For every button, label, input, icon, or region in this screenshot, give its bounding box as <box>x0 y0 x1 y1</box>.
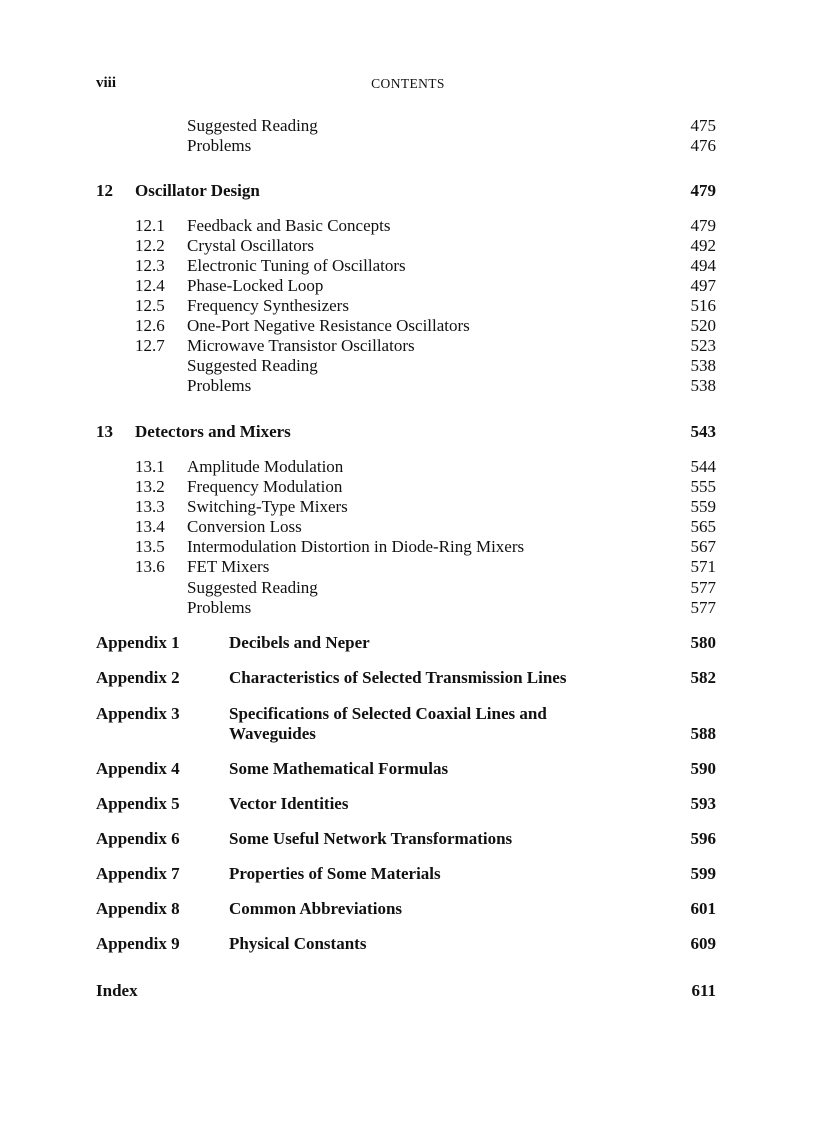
toc-entry <box>0 557 816 577</box>
appendix-page: 590 <box>690 759 716 778</box>
chapter-page: 543 <box>690 422 716 441</box>
appendix-title: Some Mathematical Formulas <box>229 759 449 778</box>
section-title: Suggested Reading <box>187 578 318 597</box>
entry-title: Problems <box>187 136 252 155</box>
section-page: 520 <box>690 316 716 335</box>
section-number: 12.1 <box>135 216 165 235</box>
section-page: 565 <box>690 517 716 536</box>
appendix-entry <box>0 934 816 954</box>
section-title: Electronic Tuning of Oscillators <box>187 256 406 275</box>
toc-entry <box>0 296 816 316</box>
appendix-title: Properties of Some Materials <box>229 864 441 883</box>
section-page: 516 <box>690 296 716 315</box>
toc-entry <box>0 477 816 497</box>
appendix-label: Appendix 8 <box>96 899 180 918</box>
toc-entry <box>0 116 816 136</box>
chapter-number: 12 <box>96 181 113 200</box>
appendix-entry <box>0 759 816 779</box>
appendix-entry-continued <box>0 724 816 744</box>
appendix-label: Appendix 5 <box>96 794 180 813</box>
section-title: Problems <box>187 598 252 617</box>
entry-title: Suggested Reading <box>187 116 318 135</box>
section-number: 13.2 <box>135 477 165 496</box>
appendix-label: Appendix 3 <box>96 704 180 723</box>
appendix-title: Decibels and Neper <box>229 633 370 652</box>
appendix-page: 609 <box>690 934 716 953</box>
appendix-title-line2: Waveguides <box>229 724 316 743</box>
appendix-label: Appendix 6 <box>96 829 180 848</box>
appendix-entry <box>0 829 816 849</box>
chapter-title: Detectors and Mixers <box>135 422 291 441</box>
appendix-entry <box>0 668 816 688</box>
section-title: Crystal Oscillators <box>187 236 315 255</box>
section-title: One-Port Negative Resistance Oscillators <box>187 316 470 335</box>
section-title: Problems <box>187 376 252 395</box>
appendix-entry <box>0 899 816 919</box>
section-title: Frequency Modulation <box>187 477 343 496</box>
toc-entry <box>0 497 816 517</box>
section-number: 13.4 <box>135 517 165 536</box>
appendix-page: 588 <box>690 724 716 743</box>
appendix-entry <box>0 864 816 884</box>
section-number: 12.4 <box>135 276 165 295</box>
section-title: Feedback and Basic Concepts <box>187 216 391 235</box>
section-page: 538 <box>690 376 716 395</box>
toc-entry <box>0 537 816 557</box>
toc-entry <box>0 336 816 356</box>
chapter-heading <box>0 422 816 442</box>
section-page: 571 <box>690 557 716 576</box>
toc-entry <box>0 457 816 477</box>
entry-page: 475 <box>690 116 716 135</box>
toc-entry <box>0 136 816 156</box>
appendix-label: Appendix 4 <box>96 759 180 778</box>
section-page: 577 <box>690 578 716 597</box>
running-title: CONTENTS <box>371 76 445 91</box>
section-number: 12.3 <box>135 256 165 275</box>
section-page: 523 <box>690 336 716 355</box>
index-label: Index <box>96 981 138 1000</box>
section-title: Frequency Synthesizers <box>187 296 349 315</box>
section-number: 13.6 <box>135 557 165 576</box>
section-title: Microwave Transistor Oscillators <box>187 336 415 355</box>
toc-entry <box>0 236 816 256</box>
appendix-label: Appendix 2 <box>96 668 180 687</box>
appendix-label: Appendix 9 <box>96 934 180 953</box>
chapter-number: 13 <box>96 422 113 441</box>
section-number: 12.2 <box>135 236 165 255</box>
toc-entry <box>0 316 816 336</box>
appendix-label: Appendix 1 <box>96 633 180 652</box>
section-number: 12.7 <box>135 336 165 355</box>
appendix-title: Physical Constants <box>229 934 367 953</box>
appendix-title: Common Abbreviations <box>229 899 403 918</box>
toc-entry <box>0 256 816 276</box>
section-number: 12.5 <box>135 296 165 315</box>
toc-entry <box>0 216 816 236</box>
entry-page: 476 <box>690 136 716 155</box>
appendix-title: Characteristics of Selected Transmission Lines <box>229 668 567 687</box>
appendix-entry <box>0 704 816 724</box>
appendix-title: Vector Identities <box>229 794 349 813</box>
appendix-page: 601 <box>690 899 716 918</box>
section-title: Suggested Reading <box>187 356 318 375</box>
section-number: 12.6 <box>135 316 165 335</box>
section-page: 567 <box>690 537 716 556</box>
section-title: Amplitude Modulation <box>187 457 344 476</box>
appendix-page: 580 <box>690 633 716 652</box>
index-entry <box>0 981 816 1001</box>
section-number: 13.1 <box>135 457 165 476</box>
section-title: Intermodulation Distortion in Diode-Ring Mixers <box>187 537 525 556</box>
toc-entry <box>0 578 816 598</box>
chapter-page: 479 <box>690 181 716 200</box>
chapter-title: Oscillator Design <box>135 181 260 200</box>
toc-entry <box>0 356 816 376</box>
section-title: Switching-Type Mixers <box>187 497 348 516</box>
appendix-page: 593 <box>690 794 716 813</box>
section-page: 497 <box>690 276 716 295</box>
toc-entry <box>0 517 816 537</box>
section-page: 559 <box>690 497 716 516</box>
appendix-entry <box>0 633 816 653</box>
section-page: 538 <box>690 356 716 375</box>
appendix-label: Appendix 7 <box>96 864 180 883</box>
section-page: 555 <box>690 477 716 496</box>
toc-entry <box>0 376 816 396</box>
section-title: Phase-Locked Loop <box>187 276 324 295</box>
chapter-heading <box>0 181 816 201</box>
appendix-title: Some Useful Network Transformations <box>229 829 513 848</box>
section-title: FET Mixers <box>187 557 270 576</box>
appendix-title: Specifications of Selected Coaxial Lines and <box>229 704 547 723</box>
index-page: 611 <box>691 981 716 1000</box>
section-page: 479 <box>690 216 716 235</box>
section-title: Conversion Loss <box>187 517 302 536</box>
section-page: 494 <box>690 256 716 275</box>
page-number-label: viii <box>96 75 117 91</box>
appendix-page: 582 <box>690 668 716 687</box>
section-page: 492 <box>690 236 716 255</box>
toc-entry <box>0 598 816 618</box>
appendix-entry <box>0 794 816 814</box>
section-number: 13.3 <box>135 497 165 516</box>
section-number: 13.5 <box>135 537 165 556</box>
toc-entry <box>0 276 816 296</box>
section-page: 577 <box>690 598 716 617</box>
appendix-page: 599 <box>690 864 716 883</box>
section-page: 544 <box>690 457 716 476</box>
appendix-page: 596 <box>690 829 716 848</box>
